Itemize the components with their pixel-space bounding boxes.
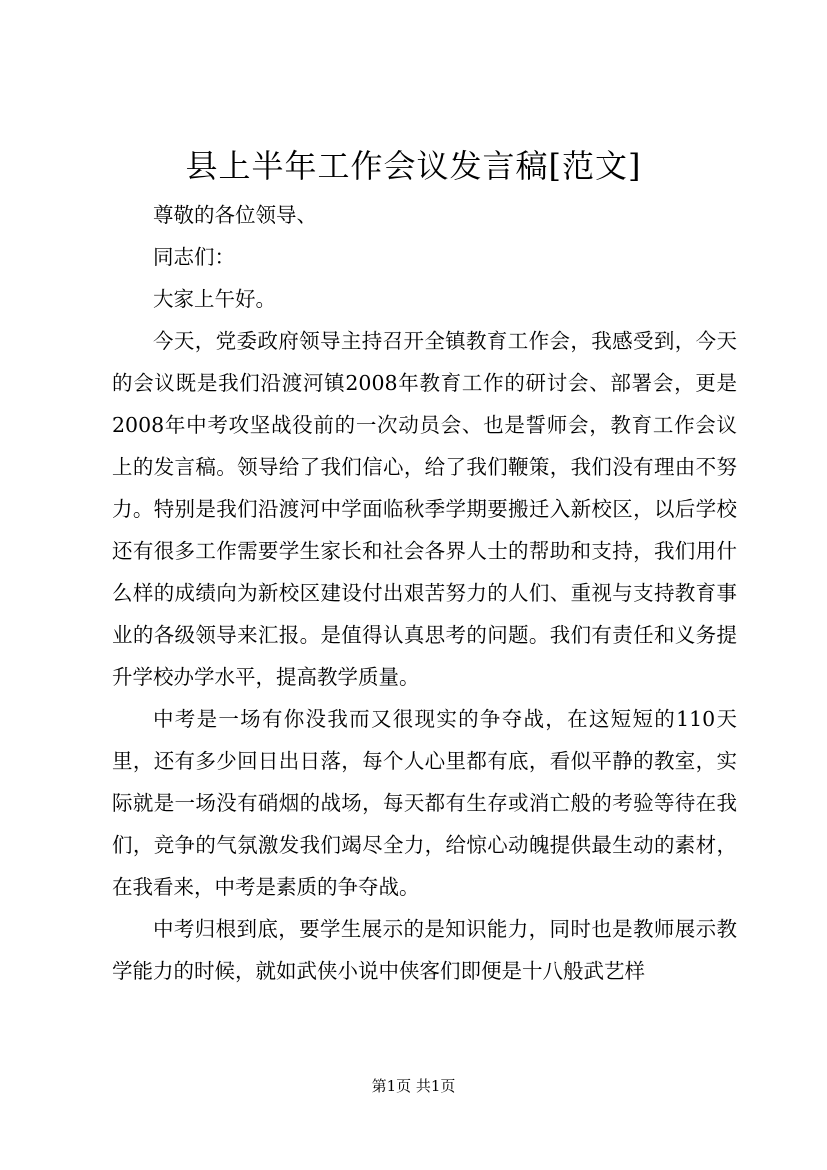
body-paragraph: 今天，党委政府领导主持召开全镇教育工作会，我感受到，今天的会议既是我们沿渡河镇2008年教育工作的研讨会、部署会，更是2008年中考攻坚战役前的一次动员会、也是誓师会，教育工作会议上的发言稿。领导给了我们信心，给了我们鞭策，我们没有理由不努力。特别是我们沿渡河中学面临秋季学期要搬迁入新校区，以后学校还有很多工作需要学生家长和社会各界人士的帮助和支持，我们用什么样的成绩向为新校区建设付出艰苦努力的人们、重视与支持教育事业的各级领导来汇报。是值得认真思考的问题。我们有责任和义务提升学校办学水平，提高教学质量。 [112, 329, 737, 689]
greeting-paragraph: 大家上午好。 [153, 287, 276, 311]
salutation-line: 尊敬的各位领导、 [153, 203, 317, 227]
document-body [112, 194, 737, 992]
salutation-line: 同志们： [153, 245, 235, 269]
body-paragraph: 中考是一场有你没我而又很现实的争夺战，在这短短的110天里，还有多少回日出日落，每个人心里都有底，看似平静的教室，实际就是一场没有硝烟的战场，每天都有生存或消亡般的考验等待在我们，竞争的气氛激发我们竭尽全力，给惊心动魄提供最生动的素材，在我看来，中考是素质的争夺战。 [112, 707, 737, 899]
page-footer: 第1页 共1页 [371, 1077, 456, 1095]
body-paragraph: 中考归根到底，要学生展示的是知识能力，同时也是教师展示教学能力的时候，就如武侠小说中侠客们即便是十八般武艺样 [112, 917, 737, 983]
document-title: 县上半年工作会议发言稿[范文] [185, 147, 642, 185]
